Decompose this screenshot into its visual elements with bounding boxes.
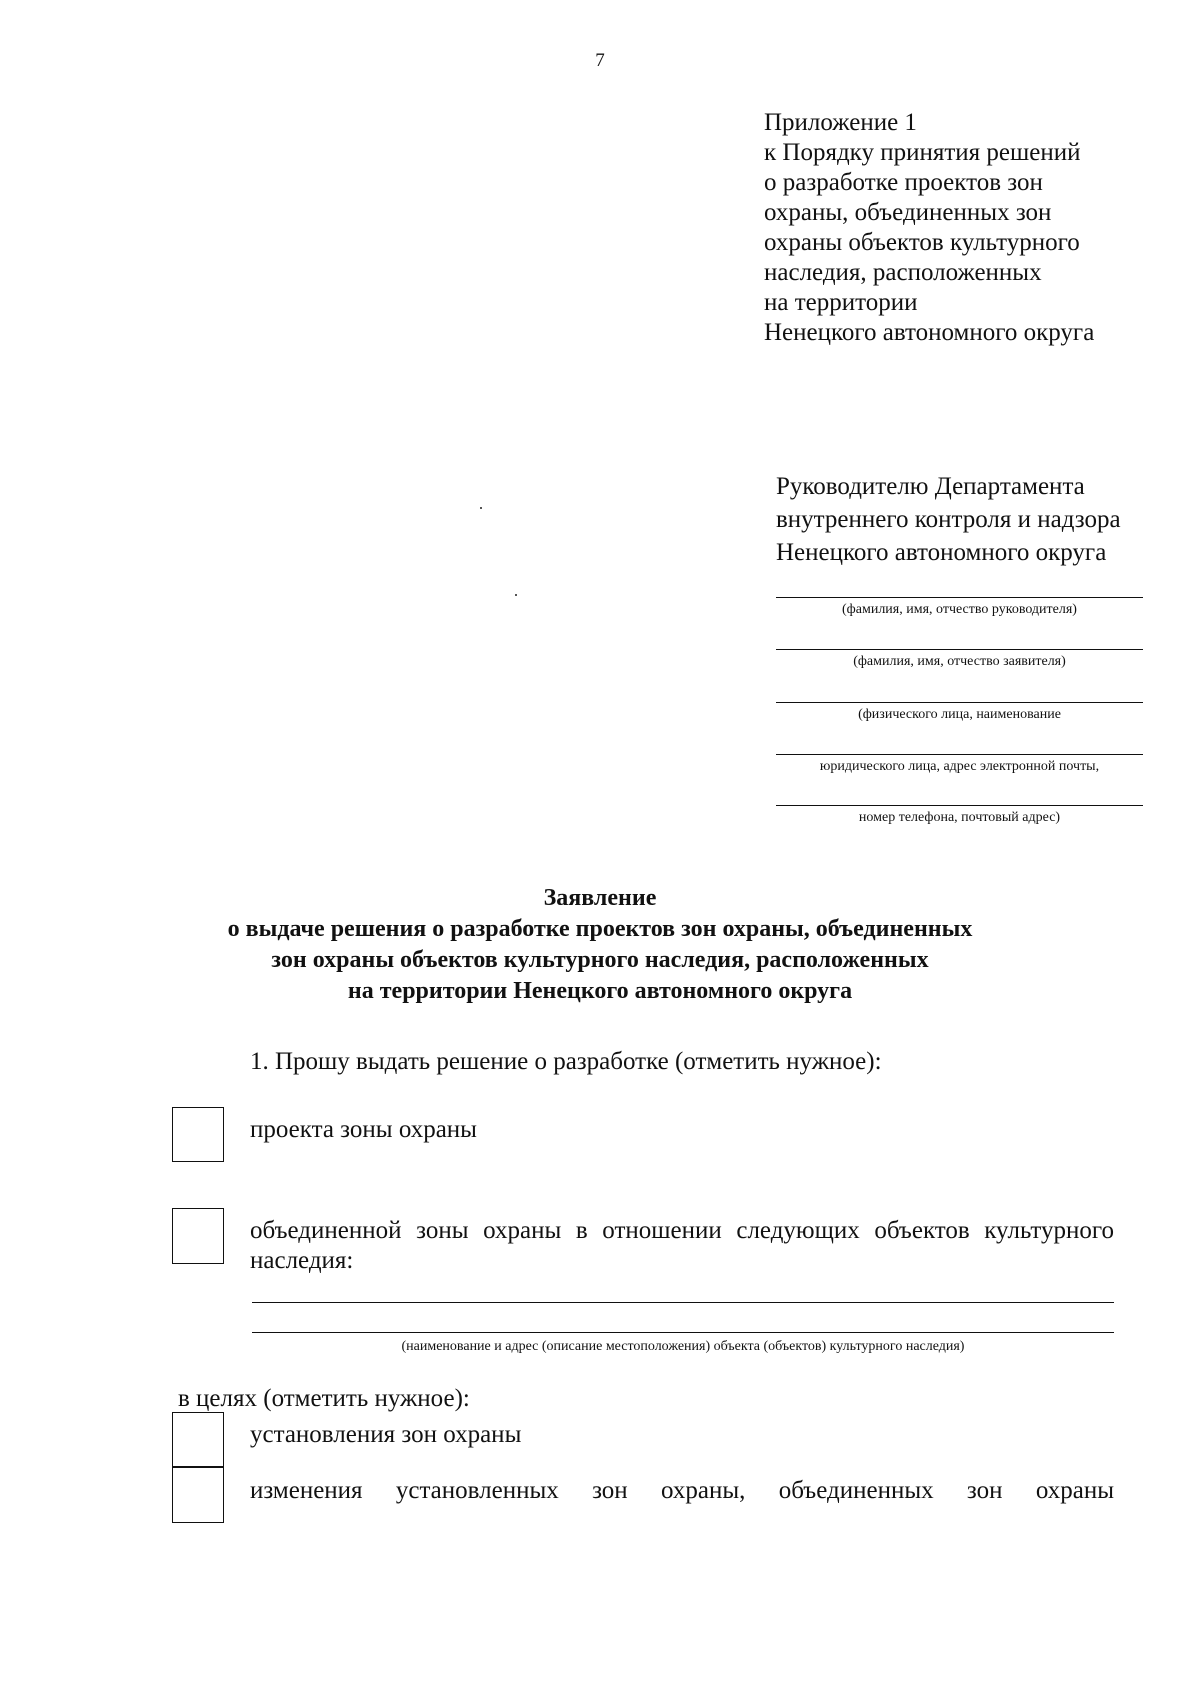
heritage-objects-field-2[interactable]: [252, 1332, 1114, 1333]
title-line: зон охраны объектов культурного наследия, расположенных: [271, 947, 929, 973]
head-name-caption: (фамилия, имя, отчество руководителя): [842, 602, 1077, 617]
addressee-line: Руководителю Департамента: [776, 473, 1085, 500]
addressee-line: внутреннего контроля и надзора: [776, 506, 1121, 533]
section-1-request: 1. Прошу выдать решение о разработке (отметить нужное):: [250, 1048, 882, 1075]
individual-field[interactable]: [776, 702, 1143, 703]
checkbox-united-protection-zone[interactable]: [172, 1208, 224, 1264]
scan-speck: [480, 507, 482, 509]
title-line: на территории Ненецкого автономного округа: [347, 978, 853, 1004]
appendix-line: охраны объектов культурного: [764, 229, 1080, 256]
contacts-caption: номер телефона, почтовый адрес): [858, 810, 1061, 825]
option-united-zone-label: объединенной зоны охраны в отношении следующих объектов культурного наследия:: [250, 1217, 1114, 1274]
applicant-name-field[interactable]: [776, 649, 1143, 650]
appendix-line: охраны, объединенных зон: [764, 199, 1052, 226]
applicant-name-caption: (фамилия, имя, отчество заявителя): [853, 654, 1066, 669]
checkbox-protection-zone[interactable]: [172, 1107, 224, 1162]
option-protection-zone-label: проекта зоны охраны: [250, 1116, 477, 1143]
scan-speck: [515, 594, 517, 596]
appendix-line: на территории: [764, 289, 918, 316]
individual-caption: (физического лица, наименование: [858, 707, 1061, 722]
appendix-line: Приложение 1: [764, 109, 917, 136]
document-title: [0, 883, 1200, 1007]
appendix-line: наследия, расположенных: [764, 259, 1042, 286]
head-name-field[interactable]: [776, 597, 1143, 598]
heritage-objects-field-1[interactable]: [252, 1302, 1114, 1303]
appendix-line: Ненецкого автономного округа: [764, 319, 1095, 346]
purpose-heading: в целях (отметить нужное):: [178, 1385, 470, 1412]
heritage-objects-caption: (наименование и адрес (описание местоположения) объекта (объектов) культурного наследия): [401, 1339, 965, 1354]
appendix-reference: [764, 108, 1094, 348]
legal-entity-caption: юридического лица, адрес электронной почты,: [819, 759, 1100, 774]
option-change-zones-label: изменения установленных зон охраны, объединенных зон охраны: [250, 1477, 1114, 1504]
title-line: о выдаче решения о разработке проектов зон охраны, объединенных: [227, 916, 973, 942]
appendix-line: о разработке проектов зон: [764, 169, 1043, 196]
checkbox-change-zones[interactable]: [172, 1467, 224, 1523]
contacts-field[interactable]: [776, 805, 1143, 806]
legal-entity-field[interactable]: [776, 754, 1143, 755]
appendix-line: к Порядку принятия решений: [764, 139, 1081, 166]
checkbox-establish-zones[interactable]: [172, 1412, 224, 1467]
page-number: 7: [595, 50, 605, 71]
option-establish-zones-label: установления зон охраны: [250, 1421, 522, 1448]
title-heading: Заявление: [543, 885, 657, 911]
addressee: [776, 470, 1121, 569]
addressee-line: Ненецкого автономного округа: [776, 539, 1107, 566]
